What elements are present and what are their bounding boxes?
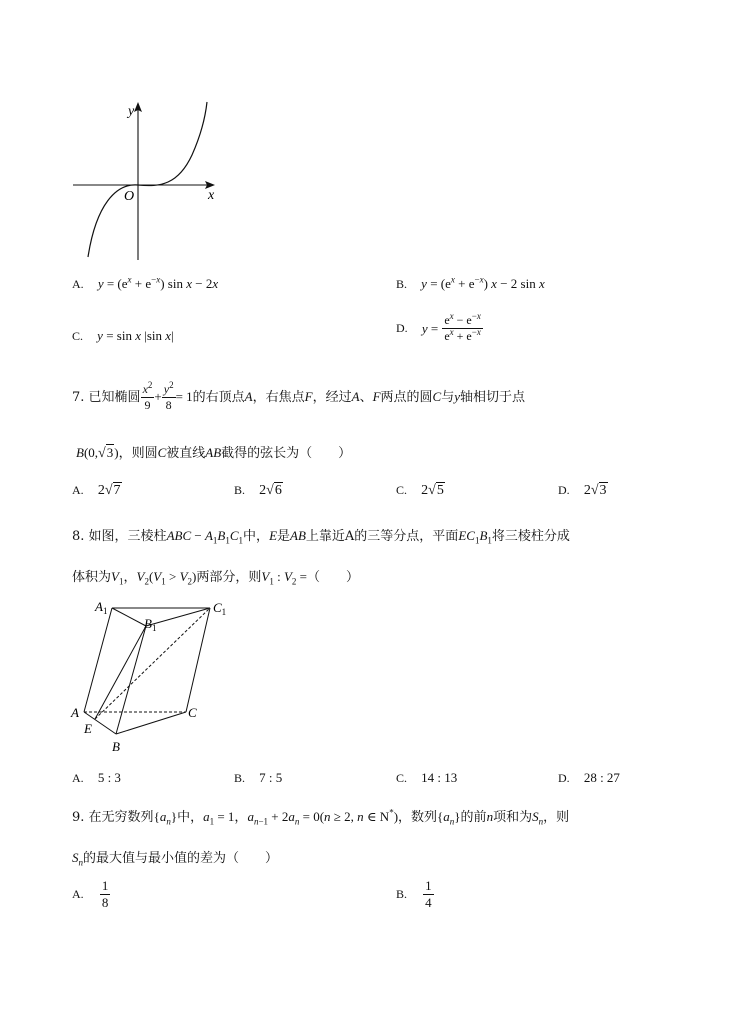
point-b: B(0,√3) xyxy=(76,445,119,461)
q8-option-d[interactable]: D. 28 : 27 xyxy=(558,770,620,785)
option-d-lhs: y = xyxy=(421,320,439,336)
q7-option-c[interactable]: C. 2√5 xyxy=(396,483,444,498)
prism-figure xyxy=(68,596,243,761)
ellipse-x-term: $\frac{x^2}{9}$ xyxy=(142,380,153,412)
question-number: 7. xyxy=(72,390,85,405)
q6-option-b[interactable] xyxy=(396,276,545,292)
origin-label: O xyxy=(124,189,135,204)
q6-option-a[interactable] xyxy=(72,276,218,292)
option-a-expression: $y = (e^x + e^{-x})$ sin x − 2x xyxy=(97,274,219,291)
q8-stem-line-1: 8. 如图，三棱柱ABC − $A_1B_1C_1$中，E是AB上靠近A的三等分点，平面$EC_1B_1$将三棱柱分成 xyxy=(72,528,570,546)
option-label: D. xyxy=(396,321,408,335)
label-b1: $B_1$ xyxy=(144,616,157,633)
option-label: C. xyxy=(72,329,84,343)
curve xyxy=(88,102,207,257)
edge-b-c xyxy=(116,712,186,734)
q8-option-b[interactable]: B. 7 : 5 xyxy=(234,770,283,785)
q7-option-a[interactable]: A. 2√7 xyxy=(72,483,121,498)
option-label: B. xyxy=(396,277,408,291)
question-number: 9. xyxy=(72,810,85,825)
q9-option-b[interactable]: B. $\frac{1}{4}$ xyxy=(396,878,432,910)
label-c1: $C_1$ xyxy=(213,600,227,617)
q7-stem-line-1: 7. 已知椭圆 $\frac{x^2}{9}$ + $\frac{y^2}{8}$ = 1的右顶点A，右焦点F，经过A、F两点的圆C与y轴相切于点 xyxy=(72,380,526,412)
q8-stem-line-2: 体积为$V_1$，$V_2(V_1 > V_2)$两部分，则$V_1$ : $V_2$ =（ ） xyxy=(72,569,360,587)
x-axis-label: x xyxy=(208,188,215,203)
q8-option-a[interactable]: A. 5 : 3 xyxy=(72,770,121,785)
q9-stem-line-2: $S_n$的最大值与最小值的差为（ ） xyxy=(72,850,279,868)
fraction-numerator: $e^x - e^{-x}$ xyxy=(444,311,481,327)
question-number: 8. xyxy=(72,529,85,544)
q8-option-c[interactable]: C. 14 : 13 xyxy=(396,770,458,785)
option-label: A. xyxy=(72,277,84,291)
y-axis-label: y xyxy=(128,104,135,119)
label-a: A xyxy=(71,705,79,720)
edge-c-c1 xyxy=(186,608,210,712)
q7-option-b[interactable]: B. 2√6 xyxy=(234,483,282,498)
option-c-expression: y = sin x |sin x| xyxy=(97,328,174,343)
function-graph xyxy=(60,95,230,265)
q9-option-a[interactable]: A. $\frac{1}{8}$ xyxy=(72,878,109,910)
q7-option-d[interactable]: D. 2√3 xyxy=(558,483,607,498)
q6-option-c[interactable] xyxy=(72,328,174,344)
option-d-fraction xyxy=(442,313,483,344)
label-c: C xyxy=(188,705,197,720)
q9-stem-line-1: 9. 在无穷数列$\{a_n\}$中，$a_1 = 1$，$a_{n-1} + 2a_n = 0(n \ge 2$, n ∈ N*)，数列$\{a_n\}$的前n项和为$S_n$，则 xyxy=(72,807,570,827)
option-b-expression: $y = (e^x + e^{-x}) x - 2$ sin x xyxy=(421,274,545,291)
label-e: E xyxy=(84,721,92,736)
q6-option-d[interactable] xyxy=(396,313,483,344)
fraction-denominator: $e^x + e^{-x}$ xyxy=(444,327,481,343)
edge-a1-b1 xyxy=(112,608,146,626)
edge-e-b1 xyxy=(95,626,146,719)
label-a1: $A_1$ xyxy=(95,599,108,616)
label-b: B xyxy=(112,739,120,754)
q7-stem-line-2: B(0,√3)，则圆C被直线AB截得的弦长为（ ） xyxy=(76,445,352,461)
ellipse-y-term: $\frac{y^2}{8}$ xyxy=(163,380,174,412)
edge-b-b1 xyxy=(116,626,146,734)
